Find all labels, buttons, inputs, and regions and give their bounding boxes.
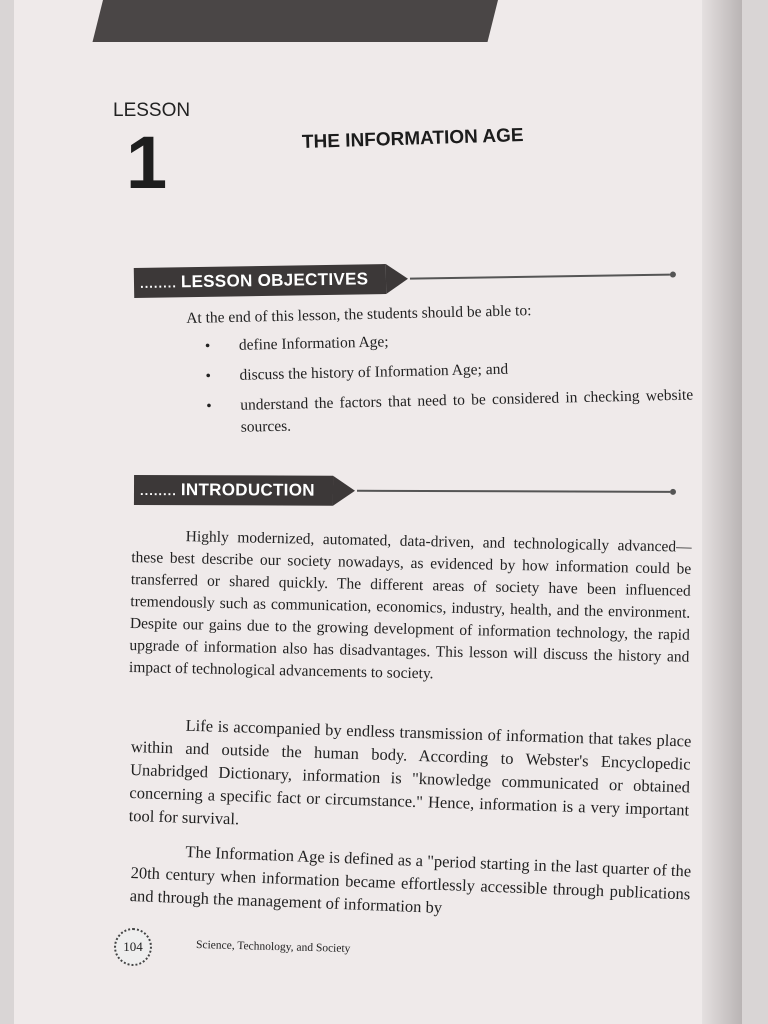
lesson-title: THE INFORMATION AGE [301, 125, 524, 153]
banner-rule [357, 490, 670, 493]
page-footer [114, 928, 350, 966]
book-page [14, 0, 742, 1024]
objectives-banner: ........ LESSON OBJECTIVES [134, 259, 676, 298]
objective-item: • discuss the history of Information Age; and [187, 355, 692, 388]
banner-rule-dot [670, 271, 676, 277]
header-tab-decoration [93, 0, 501, 42]
lesson-number: 1 [126, 121, 168, 204]
banner-rule-dot [670, 489, 676, 495]
book-title: Science, Technology, and Society [195, 938, 351, 956]
page-number-badge: 104 [114, 928, 152, 966]
introduction-paragraph-2: Life is accompanied by endless transmission of information that takes place within and outside the human body. According to Webster's Encyclopedic Unabridged Dictionary, information is "knowledge communicated or obtained concerning a specific fact or circumstance." Hence, information is a very important tool for survival. [128, 715, 692, 829]
banner-rule [410, 274, 670, 280]
introduction-paragraph-1: Highly modernized, automated, data-driven, and technologically advanced—these best describe our society nowadays, as evidenced by how information could be transferred or shared quickly. The different areas of society have been influenced tremendously such as communication, economics, industry, health, and the environment. Despite our gains due to the growing development of information technology, the rapid upgrade of information also has disadvantages. This lesson will discuss the history and impact of technological advancements to society. [128, 528, 692, 683]
objective-item: • define Information Age; [187, 325, 692, 358]
lesson-label: LESSON [113, 100, 191, 121]
page-edge-shadow [702, 0, 742, 1024]
objectives-section [186, 297, 694, 448]
objectives-intro: At the end of this lesson, the students should be able to: [186, 302, 532, 327]
introduction-paragraph-3: The Information Age is defined as a "period starting in the last quarter of the 20th century when information became effortlessly accessible through publications and through the management of information by [129, 842, 692, 917]
objectives-heading: LESSON OBJECTIVES [180, 269, 369, 292]
introduction-heading: INTRODUCTION [180, 480, 315, 500]
introduction-banner: ........ INTRODUCTION [134, 475, 676, 507]
objectives-list [187, 325, 694, 440]
objective-item: • understand the factors that need to be considered in checking website sources. [188, 385, 694, 440]
